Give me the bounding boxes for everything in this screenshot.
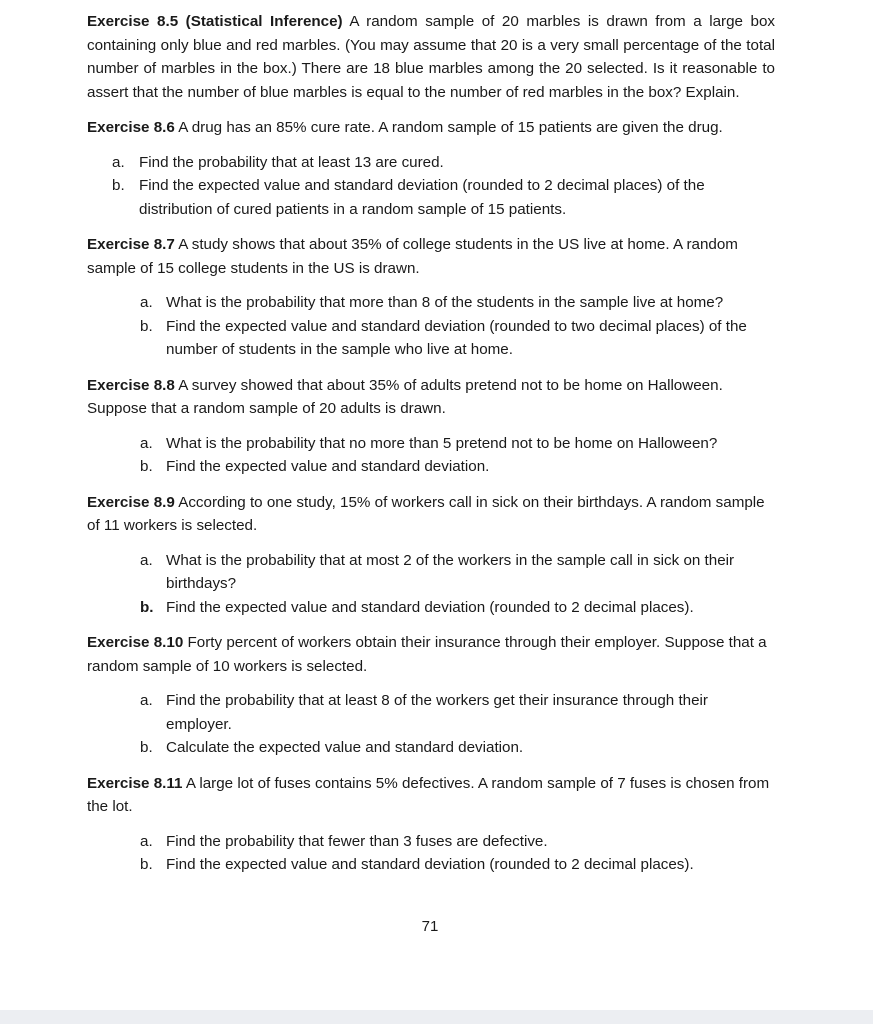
- list-item: [140, 736, 775, 760]
- list-item-text: Find the probability that at least 13 are cured.: [139, 153, 444, 171]
- page-number: 71: [421, 918, 439, 935]
- exercise-title: Exercise 8.8: [87, 376, 175, 394]
- page-content: [87, 10, 775, 877]
- exercise-body: A study shows that about 35% of college students in the US live at home. A random sample of 15 college students in the US is drawn.: [87, 236, 738, 277]
- list-marker: a.: [140, 434, 153, 452]
- exercise-body: A survey showed that about 35% of adults pretend not to be home on Halloween. Suppose that a random sample of 20 adults is drawn.: [87, 376, 723, 417]
- exercise-8-11-parts: [140, 830, 775, 877]
- list-item-text: Find the probability that fewer than 3 fuses are defective.: [166, 832, 548, 850]
- exercise-title: Exercise 8.10: [87, 634, 184, 651]
- list-item: [140, 291, 775, 315]
- exercise-8-8-parts: [140, 432, 775, 479]
- exercise-body: A drug has an 85% cure rate. A random sample of 15 patients are given the drug.: [174, 119, 723, 136]
- list-marker: b.: [140, 598, 154, 616]
- list-item-text: Find the expected value and standard deviation (rounded to 2 decimal places) of the distribution of cured patients in a random sample of 15 patients.: [139, 177, 705, 218]
- exercise-8-10: [87, 631, 775, 678]
- list-item: [140, 853, 775, 877]
- exercise-body: A random sample of 20 marbles is drawn from a large box containing only blue and red marbles. (You may assume that 20 is a very small percentage of the total number of marbles in the box.) There are 18 blue marbles among the 20 selected. Is it reasonable to assert that the number of blue marbles is equal to the number of red marbles in the box? Explain.: [87, 13, 776, 101]
- viewer-bottom-edge: [0, 1010, 873, 1024]
- list-marker: a.: [140, 294, 153, 311]
- list-marker: a.: [112, 153, 125, 171]
- exercise-title: Exercise 8.9: [87, 493, 175, 511]
- list-item-text: Find the expected value and standard deviation (rounded to two decimal places) of the number of students in the sample who live at home.: [166, 317, 747, 358]
- exercise-title: Exercise 8.7: [87, 236, 175, 253]
- list-item-text: Calculate the expected value and standard deviation.: [166, 739, 524, 756]
- list-item: [140, 596, 775, 620]
- exercise-title: Exercise 8.5 (Statistical Inference): [87, 13, 343, 30]
- exercise-title: Exercise 8.6: [87, 119, 175, 136]
- list-item: [140, 432, 775, 456]
- list-item-text: What is the probability that no more than 5 pretend not to be home on Halloween?: [166, 434, 718, 452]
- exercise-8-9-parts: [140, 549, 775, 620]
- list-marker: a.: [140, 832, 153, 850]
- list-marker: b.: [140, 856, 153, 873]
- exercise-8-6-parts: [112, 151, 775, 222]
- list-item-text: Find the expected value and standard deviation (rounded to 2 decimal places).: [166, 856, 694, 873]
- list-item: [140, 315, 775, 362]
- list-item: [140, 549, 775, 596]
- list-marker: a.: [140, 551, 153, 569]
- list-item: [112, 174, 775, 221]
- exercise-body: According to one study, 15% of workers call in sick on their birthdays. A random sample of 11 workers is selected.: [87, 493, 765, 534]
- exercise-8-6: [87, 116, 775, 140]
- list-item-text: Find the probability that at least 8 of the workers get their insurance through their employer.: [166, 692, 708, 733]
- exercise-title: Exercise 8.11: [87, 774, 183, 792]
- list-item: [140, 455, 775, 479]
- list-marker: a.: [140, 692, 153, 709]
- list-item: [140, 689, 775, 736]
- exercise-8-7-parts: [140, 291, 775, 362]
- exercise-8-10-parts: [140, 689, 775, 760]
- list-item-text: Find the expected value and standard deviation.: [166, 458, 490, 475]
- list-marker: b.: [140, 458, 153, 475]
- exercise-8-7: [87, 233, 775, 280]
- exercise-8-5: [87, 10, 775, 104]
- list-item: [140, 830, 775, 854]
- exercise-8-9: [87, 491, 775, 538]
- exercise-body: Forty percent of workers obtain their insurance through their employer. Suppose that a random sample of 10 workers is selected.: [87, 634, 767, 675]
- exercise-8-11: [87, 772, 775, 819]
- list-marker: b.: [112, 177, 125, 194]
- exercise-body: A large lot of fuses contains 5% defectives. A random sample of 7 fuses is chosen from the lot.: [87, 774, 770, 815]
- list-marker: b.: [140, 317, 153, 335]
- list-item-text: Find the expected value and standard deviation (rounded to 2 decimal places).: [166, 598, 694, 616]
- list-item-text: What is the probability that at most 2 of the workers in the sample call in sick on their birthdays?: [166, 551, 735, 592]
- list-marker: b.: [140, 739, 153, 756]
- list-item-text: What is the probability that more than 8 of the students in the sample live at home?: [166, 294, 724, 311]
- exercise-8-8: [87, 374, 775, 421]
- list-item: [112, 151, 775, 175]
